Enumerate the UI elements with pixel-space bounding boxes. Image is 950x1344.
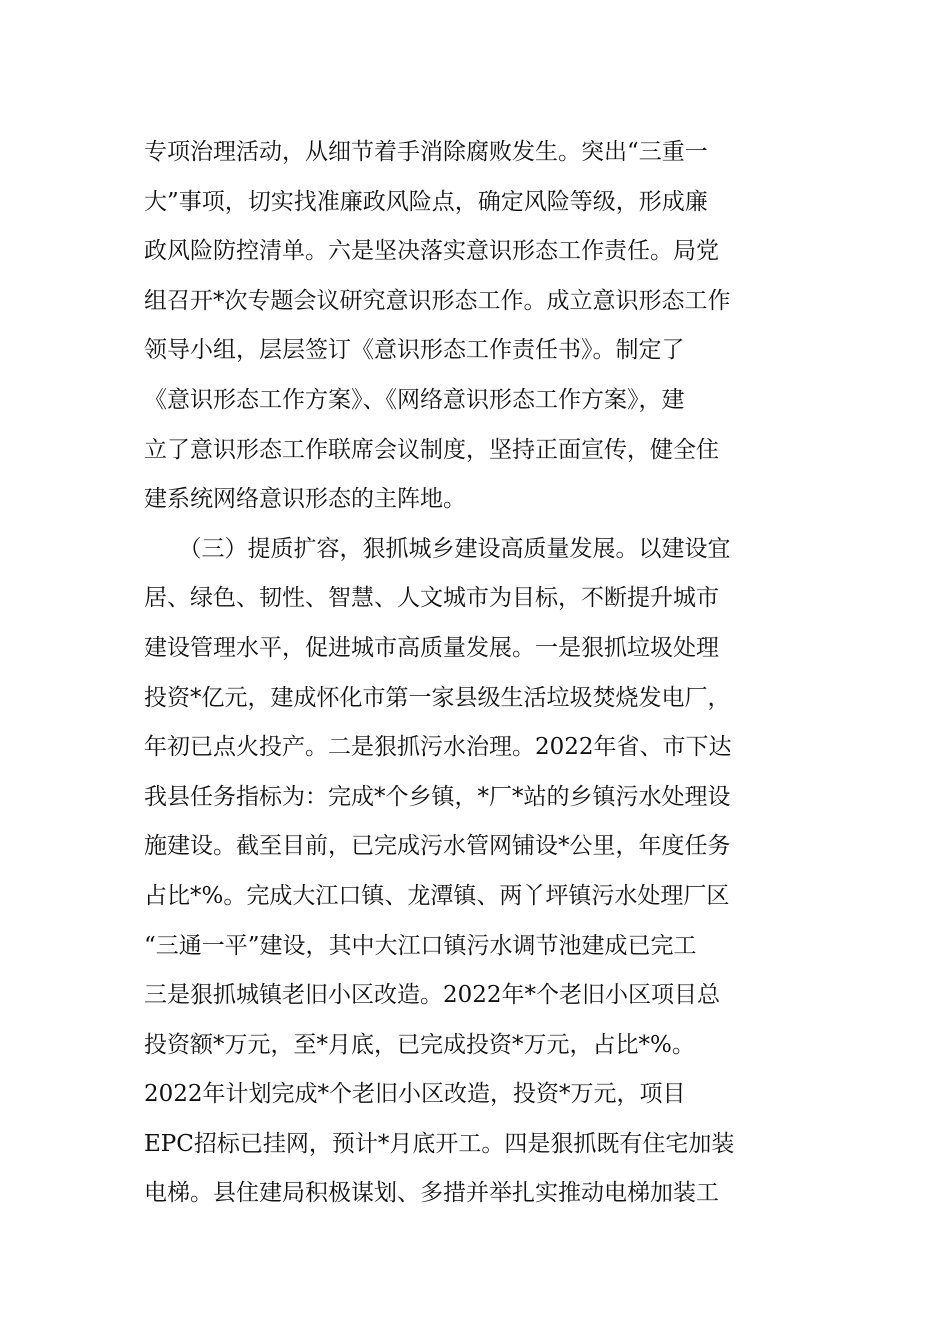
text-line: 政风险防控清单。六是坚决落实意识形态工作责任。局党 (144, 238, 719, 265)
text-line: 建设管理水平，促进城市高质量发展。一是狠抓垃圾处理 (144, 634, 719, 661)
body-text (144, 128, 808, 1219)
text-line: 2022年计划完成*个老旧小区改造，投资*万元，项目 (144, 1081, 686, 1108)
text-line: 专项治理活动，从细节着手消除腐败发生。突出“三重一 (144, 139, 708, 165)
text-line: “三通一平”建设，其中大江口镇污水调节池建成已完工 (144, 932, 697, 959)
text-line: 大”事项，切实找准廉政风险点，确定风险等级，形成廉 (144, 188, 708, 215)
text-line: 领导小组，层层签订《意识形态工作责任书》。制定了 (144, 337, 685, 364)
text-line: 投资额*万元，至*月底，已完成投资*万元，占比*%。 (144, 1031, 695, 1058)
section-heading-line: （三）提质扩容，狠抓城乡建设高质量发展。以建设宜 (144, 535, 731, 562)
text-line: 三是狠抓城镇老旧小区改造。2022年*个老旧小区项目总 (144, 982, 721, 1009)
text-line: 投资*亿元，建成怀化市第一家县级生活垃圾焚烧发电厂， (144, 684, 731, 711)
text-line: 年初已点火投产。二是狠抓污水治理。2022年省、市下达 (144, 734, 732, 761)
text-line: 建系统网络意识形态的主阵地。 (144, 486, 466, 513)
text-line: 《意识形态工作方案》、《网络意识形态工作方案》，建 (144, 386, 685, 413)
text-line: 占比*%。完成大江口镇、龙潭镇、两丫坪镇污水处理厂区 (144, 882, 730, 909)
text-line: 立了意识形态工作联席会议制度，坚持正面宣传，健全住 (144, 436, 719, 463)
text-line: EPC招标已挂网，预计*月底开工。四是狠抓既有住宅加装 (144, 1130, 735, 1157)
text-line: 电梯。县住建局积极谋划、多措并举扎实推动电梯加装工 (144, 1180, 719, 1207)
text-line: 施建设。截至目前，已完成污水管网铺设*公里，年度任务 (144, 833, 731, 860)
text-line: 居、绿色、韧性、智慧、人文城市为目标，不断提升城市 (144, 585, 719, 612)
text-line: 我县任务指标为：完成*个乡镇，*厂*站的乡镇污水处理设 (144, 783, 731, 810)
text-line: 组召开*次专题会议研究意识形态工作。成立意识形态工作 (144, 287, 731, 314)
